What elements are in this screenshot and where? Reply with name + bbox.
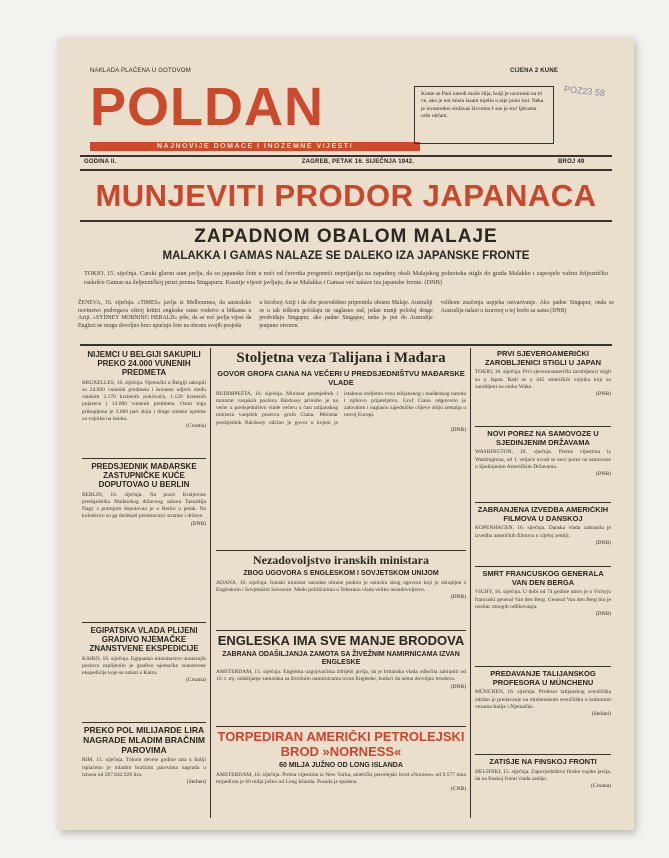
article-source: (DNB): [595, 391, 611, 397]
article-source: (CNB): [451, 786, 466, 793]
article: [475, 350, 611, 426]
divider: [475, 666, 611, 667]
lead-columns: [78, 300, 614, 330]
article-text: HELSINKI, 15. siječnja. Zapovjedništvo finske vojske javlja, da na finskoj fronti vlada zatišje.: [475, 768, 611, 782]
article-text: TOKIO, 16. siječnja. Prvi sjevernoamerički zarobljenici stigli su u Japan. Radi se o 445 američkih vojnika koji su zarobljeni na otoku Wake.: [475, 369, 611, 390]
article-subheadline: ZABRANA ODAŠILJANJA ZAMOTA SA ŽIVEŽNIM NAMIRNICAMA IZVAN ENGLESKE: [222, 650, 460, 666]
price: CIJENA 2 KUNE: [510, 68, 559, 74]
divider: [80, 220, 612, 222]
center-column: [216, 350, 466, 822]
article-text: ADANA, 16. siječnja. Iranski ministar narodne obrane podnio je ostavku zbog ugovora koji je sklopljen s Engleskom i Sovjetskim Savezom. Među političarima u Teheranu vlada veliko nezadovoljstvo.: [216, 579, 466, 594]
article: [216, 730, 466, 822]
subheadline-secondary: MALAKKA I GAMAS NALAZE SE DALEKO IZA JAPANSKE FRONTE: [162, 250, 530, 262]
article-text: MÜNCHEN, 16. siječnja. Profesor talijanskog sveučilišta održao je predavanje na minhenskom sveučilištu o kulturnim vezama Italije i Njemačke.: [475, 689, 611, 710]
article-headline: EGIPATSKA VLADA PLIJENI GRADIVO NJEMAČKE ZNANSTVENE EKSPEDICIJE: [89, 626, 199, 654]
article: [475, 570, 611, 666]
column-separator: [470, 348, 471, 818]
article-source: (Croatia): [186, 423, 206, 430]
archive-stamp: POZ23 58: [563, 83, 606, 99]
divider: [216, 630, 466, 631]
main-headline: MUNJEVITI PRODOR JAPANACA: [95, 178, 597, 213]
article-headline: TORPEDIRAN AMERIČKI PETROLEJSKI BROD »NORNESS«: [217, 730, 465, 759]
article: [475, 758, 611, 818]
year: GODINA II.: [84, 159, 117, 165]
article: [82, 626, 206, 722]
dateline: ZAGREB, PETAK 16. SIJEČNJA 1942.: [301, 159, 415, 165]
divider: [216, 726, 466, 727]
divider: [82, 722, 206, 723]
article-text: KAIRO, 16. siječnja. Egipatsko ministarstvo unutarnjih poslova zaplijenilo je gradivo njemačke znanstvene ekspedicije koje se nalazi u Kairu.: [82, 655, 206, 677]
divider: [475, 502, 611, 503]
article-headline: Stoljetna veza Talijana i Mađara: [236, 350, 446, 366]
article-source: (DNB): [595, 471, 611, 477]
article: [475, 430, 611, 502]
article-text: KOPENHAGEN, 16. siječnja. Danska vlada zabranila je izvedbu američkih filmova u cijeloj zemlji.: [475, 525, 611, 539]
article-source: (DNB): [595, 539, 611, 546]
divider: [475, 754, 611, 755]
article-text: RIM, 15. siječnja. Tokom devete godine rata u Italiji isplaćeno je mladim bračnim parovima nagrada u iznosu od 587.642.928 lira.: [82, 757, 206, 778]
payment-note: NAKLADA PLAĆENA U GOTOVOM: [90, 68, 191, 74]
divider: [82, 622, 206, 623]
article-text: BUDIMPEŠTA, 16. siječnja. Ministar predsjednik i ministar vanjskih poslova Bárdossy priredio je na večer u predsjedništvu vlade večeru u čast talijanskog ministra vanjskih poslova grofa Ciana. Ministar predsjednik Bárdossy održao je govor u kojem je istaknuo stoljetnu vezu talijanskog i mađarskog naroda i njihovo prijateljstvo. Grof Ciano odgovorio je zahvalom i naglasio zajedničke ciljeve obiju zemalja u novoj Europi.: [216, 390, 466, 426]
article: [216, 350, 466, 550]
article: [82, 726, 206, 822]
tagline: NAJNOVIJE DOMAĆE I INOZEMNE VIJESTI: [90, 142, 420, 151]
divider: [80, 155, 612, 157]
article: [216, 554, 466, 630]
lead-column: u Istočnoj Aziji i da obe pravodobno pripremila obranu Malaje. Australiji se u tak teškom položaju ne saglasno rad, jedan manji položaj druge predviđaju Singapur, ako padne Singapur, neka je put do Australije potpuno otvoren.: [259, 300, 433, 329]
article-text: AMSTERDAM, 16. siječnja. Prema vijestima iz New Yorka, američki petrolejski brod »Norness« od 9.577 tona torpediran je 60 milja južno od Long Islanda. Posada je spašena.: [216, 771, 466, 786]
article-text: BRUXELLES, 16. siječnja. Njemački u Belgiji sakupili su 24.000 vunenih predmeta i krznene odjeće među ostalom 2.170 krznenih pokrivača, 1.120 krznenih pojaseva i 14.000 vunenih predmeta. Osim toga prikupljeno je 3.600 pari skija i druge zimske opreme za vojnike na istoku.: [82, 379, 206, 422]
article: [82, 350, 206, 458]
article-source: (Stefani): [591, 711, 611, 717]
article-headline: NIJEMCI U BELGIJI SAKUPILI PREKO 24.000 VUNENIH PREDMETA: [87, 350, 201, 378]
article-source: (Croatia): [186, 677, 206, 684]
divider: [82, 458, 206, 459]
article-source: (DNB): [595, 611, 611, 617]
divider: [475, 566, 611, 567]
article-headline: PRVI SJEVEROAMERIČKI ZAROBLJENICI STIGLI U JAPAN: [484, 350, 602, 367]
article-source: (DNB): [450, 594, 466, 601]
article-text: WASHINGTON, 16. siječnja. Prema vijestima iz Washingtona, od 1. veljače uvodi se novi porez na samovoze u Sjedinjenim Američkim Državama.: [475, 449, 611, 470]
right-column: [475, 350, 611, 818]
article-text: VICHY, 16. siječnja. U dobi od 74 godine umro je u Vichyju francuski general Van den Berg. General Van den Berg bio je nosilac mnogih odlikovanja.: [475, 589, 611, 610]
left-column: [82, 350, 206, 822]
article-text: BERLIN, 16. siječnja. Na poziv Kraljevine predsjednika Mađarskog državnog sabora Tasnádija Nagy s pratnjom doputovao je u Berlin u petak. Na kolodvoru su ga dočekali predstavnici stranke i države.: [82, 491, 206, 520]
column-separator: [210, 348, 211, 818]
subheadline: ZAPADNOM OBALOM MALAJE: [194, 226, 498, 247]
notice-box: Kome se Pani naređi može šilja, bolji je uzornom na tri ve, ako je nol mistu lasam mjello u nije joino tiol. Neka je izvanredno slufavas živvamo I sne je sto! ljdvama urže občani.: [414, 86, 554, 144]
article: [216, 634, 466, 726]
article-headline: ZABRANJENA IZVEDBA AMERIČKIH FILMOVA U DANSKOJ: [477, 506, 609, 523]
article: [475, 506, 611, 566]
divider: [80, 344, 612, 346]
article-subheadline: ZBOG UGOVORA S ENGLESKOM I SOVJETSKOM UNIJOM: [243, 569, 439, 577]
article-subheadline: 60 MILJA JUŽNO OD LONG ISLANDA: [279, 761, 403, 769]
article-source: (DNB): [450, 426, 466, 433]
article-headline: SMRT FRANCUSKOG GENERALA VAN DEN BERGA: [482, 570, 604, 587]
lead-column: velikom značenju uspjeha ostvarivanje. Ako padne Singapur, onda se Australija nalazi u izravnoj u tej borbi za sama (DNB): [440, 300, 614, 314]
divider: [475, 426, 611, 427]
article-headline: NOVI POREZ NA SAMOVOZE U SJEDINJENIM DRŽAVAMA: [487, 430, 599, 447]
lead-column: ŽENEVA, 16. siječnja. »TIMES« javlja iz Melbournea, da australsko novinstvo podvrgava oštroj kritici engleske ratne vodstvo u bitkama u Aziji. »SYDNEY MORNING HERALD« piše, da se već javlja vijest da Englezi ne mogu dovoljno brzo upućuju čete na obranu svojih posjeda: [78, 300, 252, 329]
masthead: POLDAN: [90, 77, 324, 137]
article-headline: Nezadovoljstvo iranskih ministara: [252, 554, 429, 567]
article-text: AMSTERDAM, 15. siječnja. Engleska uzgojivačima ždrijebi javlja, da je britanska vlada odlučila zabraniti od 16. t. mj. odašiljanje zamotaka sa živežnim namirnicama izvan Engleske, budući da nema dovoljno brodova.: [216, 669, 466, 683]
article-source: (Croatia): [591, 783, 611, 790]
article-source: (DNB): [190, 520, 206, 527]
article: [475, 670, 611, 754]
article-headline: ENGLESKA IMA SVE MANJE BRODOVA: [217, 634, 465, 648]
issue-number: BROJ 49: [558, 159, 585, 165]
divider: [80, 169, 612, 171]
article-headline: ZATIŠJE NA FINSKOJ FRONTI: [489, 758, 597, 766]
article: [82, 462, 206, 622]
article-subheadline: GOVOR GROFA CIANA NA VEČERI U PREDSJEDNIŠTVU MAĐARSKE VLADE: [217, 369, 465, 387]
article-source: (Stefani): [186, 779, 206, 786]
article-headline: PREDAVANJE TALIJANSKOG PROFESORA U MÜNCHENU: [490, 670, 596, 687]
newspaper-page: [58, 38, 634, 830]
lead-paragraph: TOKIO, 15. siječnja. Carski glavni stan javlja, da su japanske čete u noći od četvrtka progoneći neprijatelja na zapadnoj obali Malajskog poluotoka stigle do grada Malakke i zaposjele važno željezničko raskršće Gamas na željezničkoj pruzi prema Singapuru. Kasnije vijesti javljaju, da se Malakka i Gamas već nalaze iza japanske fronte. (DNB): [84, 270, 608, 286]
article-source: (DNB): [450, 683, 466, 690]
article-headline: PREKO POL MILIJARDE LIRA NAGRADE MLADIM BRAČNIM PAROVIMA: [83, 726, 205, 755]
article-headline: PREDSJEDNIK MAĐARSKE ZASTUPNIČKE KUĆE DOPUTOVAO U BERLIN: [91, 462, 197, 490]
divider: [216, 550, 466, 551]
